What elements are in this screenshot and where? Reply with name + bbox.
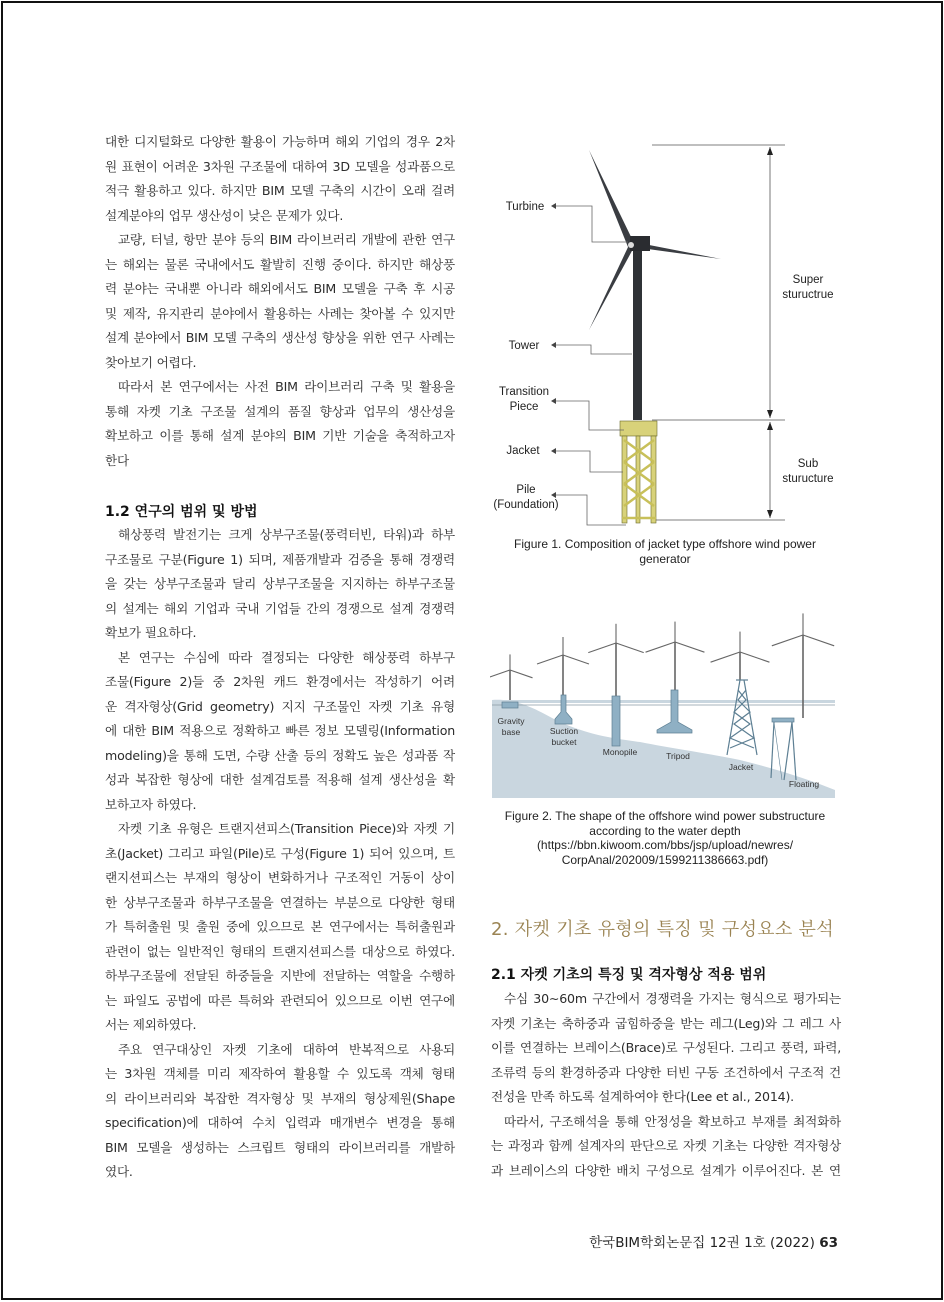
text-line: 력 분야는 국내뿐 아니라 해외에서도 BIM 모델을 구축 후 시공: [105, 281, 455, 296]
text-line: 주요 연구대상인 자켓 기초에 대하여 반복적으로 사용되: [118, 1041, 455, 1057]
text-line: 는 파일도 공법에 따른 특허와 관련되어 있으므로 이번 연구에: [105, 992, 455, 1008]
label-gravity-1: Gravity: [497, 716, 525, 726]
text-line: 에 대한 BIM 적용으로 정확하고 빠른 정보 모델링(Information: [105, 723, 455, 738]
label-floating: Floating: [788, 779, 820, 789]
text-line: 적극 활용하고 있다. 하지만 BIM 모델 구축의 시간이 오래 걸려: [105, 183, 455, 198]
label-jacket: Jacket: [728, 762, 754, 772]
label-transition-2: Piece: [509, 401, 539, 413]
figure-2-caption-line: CorpAnal/202009/1599211386663.pdf): [561, 852, 769, 867]
text-line: modeling)을 통해 도면, 수량 산출 등의 정확도 높은 성과품 작: [105, 747, 455, 763]
text-line: 보하고자 하였다.: [105, 796, 197, 812]
page-number: 63: [819, 1235, 838, 1251]
text-line: 였다.: [105, 1164, 133, 1179]
text-line: 조물(Figure 2)들 중 2차원 캐드 환경에서는 작성하기 어려: [105, 674, 455, 689]
figure-1-caption: [490, 537, 840, 566]
text-line: 는 해외는 물론 국내에서도 활발히 진행 중이다. 하지만 해상풍: [105, 256, 455, 272]
figure-2-caption-line: according to the water depth: [589, 823, 741, 838]
turbine-icon: [537, 637, 589, 695]
label-tower: Tower: [508, 340, 540, 352]
text-line: 통해 자켓 기초 구조물 설계의 품질 향상과 업무의 생산성을: [105, 403, 455, 419]
text-line: 과 브레이스의 다양한 배치 구성으로 설계가 이루어진다. 본 연: [491, 1162, 841, 1178]
text-line: 하부구조물에 전달된 하중들을 지반에 전달하는 역할을 수행하: [105, 968, 455, 983]
label-monopile: Monopile: [602, 747, 638, 757]
text-line: 따라서 본 연구에서는 사전 BIM 라이브러리 구축 및 활용을: [118, 379, 455, 394]
text-line: 설계분야의 업무 생산성이 낮은 문제가 있다.: [105, 207, 344, 223]
text-line: 구조물로 구분(Figure 1) 되며, 제품개발과 검증을 통해 경쟁력: [105, 551, 455, 567]
section-2-heading: 2. 자켓 기초 유형의 특징 및 구성요소 분석: [491, 919, 834, 940]
figure-2-caption: [490, 809, 840, 867]
text-line: 의 설계는 해외 기업과 국내 기업들 간의 경쟁으로 설계 경쟁력: [105, 600, 455, 616]
leader-arrowheads: [551, 203, 556, 498]
gravity-base: [502, 702, 518, 708]
text-line: 한 상부구조물과 하부구조물을 연결하는 부분으로 다양한 형태: [105, 894, 455, 910]
text-line: 대한 디지털화로 다양한 활용이 가능하며 해외 기업의 경우 2차: [105, 134, 455, 149]
text-line: 자켓 기초 유형은 트랜지션피스(Transition Piece)와 자켓 기: [118, 821, 455, 836]
text-line: 초(Jacket) 그리고 파일(Pile)로 구성(Figure 1) 되어 있으며, 트: [105, 845, 455, 861]
label-tripod: Tripod: [666, 751, 690, 761]
left-column-intro: [105, 130, 455, 473]
figure-2-caption-line: Figure 2. The shape of the offshore wind power substructure: [504, 809, 826, 823]
text-line: 전성을 만족 하도록 설계하여야 한다(Lee et al., 2014).: [491, 1089, 794, 1104]
label-suction-2: bucket: [551, 737, 577, 747]
text-line: 해상풍력 발전기는 크게 상부구조물(풍력터빈, 타워)과 하부: [118, 527, 455, 542]
text-line: 찾아보기 어렵다.: [105, 354, 197, 370]
turbine-blades: [589, 150, 721, 330]
label-pile-2: (Foundation): [493, 499, 559, 511]
seabed: [492, 700, 835, 798]
label-sub-1: Sub: [797, 458, 819, 470]
page-footer: [589, 1231, 838, 1251]
text-line: 설계 분야에서 BIM 모델 구축의 생산성 향상을 위한 연구 사례는: [105, 330, 455, 345]
water-fill: [492, 700, 835, 703]
text-line: 수심 30∼60m 구간에서 경쟁력을 가지는 형식으로 평가되는: [504, 991, 841, 1006]
label-suction-1: Suction: [549, 726, 579, 736]
label-jacket: Jacket: [506, 445, 540, 457]
text-line: 서는 제외하였다.: [105, 1017, 197, 1032]
text-line: 확보가 필요하다.: [105, 625, 197, 640]
text-line: specification)에 대하여 수치 입력과 매개변수 변경을 통해: [105, 1115, 455, 1130]
label-super-1: Super: [792, 274, 824, 286]
label-sub-2: sturucture: [782, 473, 834, 485]
figure-2-substructure-diagram: [490, 590, 840, 802]
text-line: 이를 연결하는 브레이스(Brace)로 구성된다. 그리고 풍력, 파력,: [491, 1040, 841, 1055]
text-line: 관련이 없는 일반적인 형태의 트랜지션피스를 대상으로 하였다.: [105, 943, 455, 959]
text-line: 원 표현이 어려운 3차원 구조물에 대하여 3D 모델을 성과품으로: [105, 158, 455, 174]
text-line: 의 라이브러리와 복잡한 격자형상 및 부재의 형상제원(Shape: [105, 1090, 455, 1106]
text-line: 확보하고 이를 통해 설계 분야의 BIM 기반 기술을 축적하고자: [105, 428, 455, 443]
hub: [628, 242, 634, 248]
text-line: BIM 모델을 생성하는 스크립트 형태의 라이브러리를 개발하: [105, 1139, 455, 1155]
floating-platform: [772, 718, 794, 722]
turbine-icon: [646, 622, 705, 690]
text-line: 는 과정과 함께 설계자의 판단으로 자켓 기초는 다양한 격자형상: [491, 1138, 841, 1153]
text-line: 가 특허출원 및 출원 중에 있으므로 본 연구에서는 특허출원과: [105, 919, 455, 934]
text-line: 성과 복잡한 형상에 대한 설계검토를 적용해 설계 생산성을 확: [105, 772, 455, 787]
figure-1-caption-line: generator: [639, 551, 691, 566]
journal-citation: 한국BIM학회논문집 12권 1호 (2022): [589, 1235, 815, 1251]
text-line: 본 연구는 수심에 따라 결정되는 다양한 해상풍력 하부구: [118, 649, 455, 665]
text-line: 한다: [105, 452, 129, 468]
text-line: 을 갖는 상부구조물과 달리 상부구조물을 지지하는 하부구조물: [105, 576, 455, 591]
text-line: 조류력 등의 환경하중과 다양한 터빈 구동 조건하에서 구조적 건: [491, 1064, 841, 1080]
tower: [633, 248, 642, 420]
turbine-icon: [711, 632, 770, 680]
label-pile-1: Pile: [516, 484, 536, 496]
text-line: 운 격자형상(Grid geometry) 지지 구조물인 자켓 기초 유형: [105, 698, 455, 714]
figure-1-wind-turbine-diagram: [485, 135, 855, 535]
right-column-body: [491, 987, 841, 1183]
figure-2-caption-line: (https://bbn.kiwoom.com/bbs/jsp/upload/newres/: [536, 838, 794, 852]
leader-lines: [553, 206, 632, 525]
text-line: 교량, 터널, 항만 분야 등의 BIM 라이브러리 개발에 관한 연구: [118, 232, 455, 247]
dimension-lines: [652, 145, 785, 520]
label-transition-1: Transition: [498, 386, 550, 398]
tripod: [657, 690, 692, 733]
label-super-2: stuructrue: [782, 289, 834, 301]
figure-1-caption-line: Figure 1. Composition of jacket type offshore wind power: [514, 537, 816, 551]
label-turbine: Turbine: [505, 201, 545, 213]
turbine-icon: [490, 654, 533, 700]
text-line: 랜지션피스는 부재의 형상이 변화하거나 구조적인 거동이 상이: [105, 870, 455, 885]
monopile: [612, 696, 620, 746]
suction-bucket: [555, 695, 572, 724]
text-line: 따라서, 구조해석을 통해 안정성을 확보하고 부재를 최적화하: [504, 1113, 841, 1129]
section-1-2-heading: 1.2 연구의 범위 및 방법: [105, 504, 258, 520]
label-gravity-2: base: [501, 727, 521, 737]
text-line: 자켓 기초는 축하중과 굽힘하중을 받는 레그(Leg)와 그 레그 사: [491, 1015, 841, 1031]
text-line: 는 3차원 객체를 미리 제작하여 활용할 수 있도록 객체 형태: [105, 1066, 455, 1081]
section-2-1-heading: 2.1 자켓 기초의 특징 및 격자형상 적용 범위: [491, 967, 767, 983]
turbine-icon: [588, 624, 643, 696]
text-line: 및 제작, 유지관리 분야에서 활용하는 사례는 찾아볼 수 있지만: [105, 305, 455, 321]
left-column-section-1-2: [105, 523, 455, 1185]
